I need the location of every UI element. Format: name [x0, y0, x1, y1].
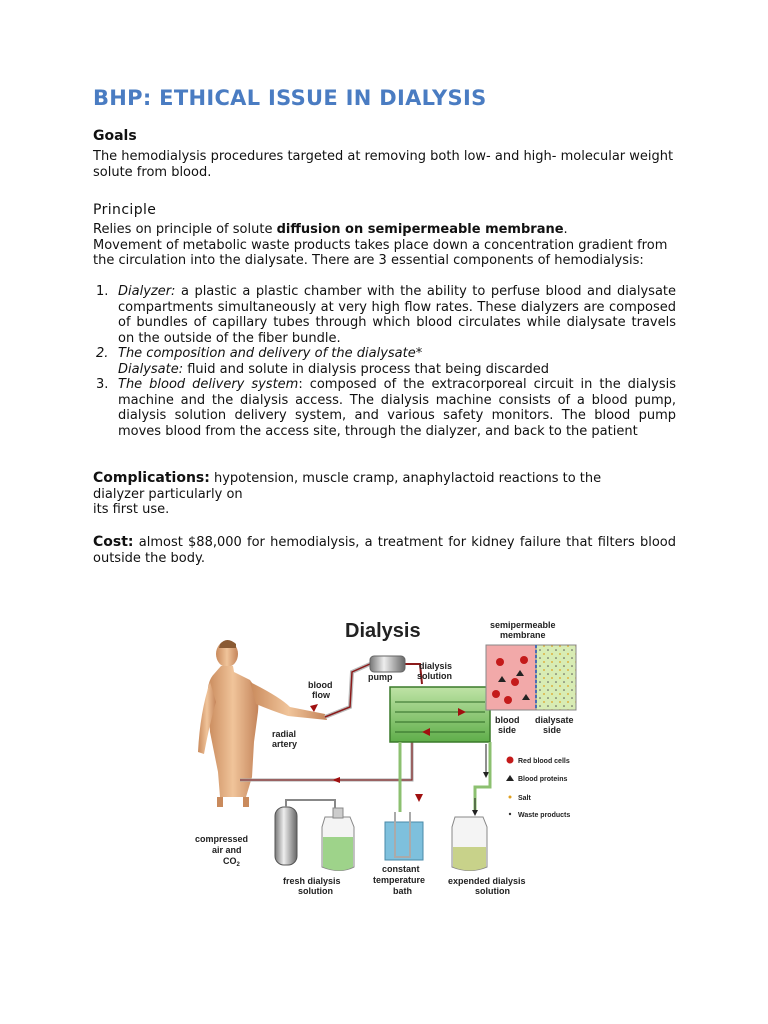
label-radial: radial — [272, 729, 297, 739]
principle-intro-bold: diffusion on semipermeable membrane — [276, 222, 564, 237]
cost-text: almost $88,000 for hemodialysis, a treatment for kidney failure that filters blood outside the body. — [93, 535, 676, 566]
list-item-term: Dialyzer: — [118, 284, 176, 299]
list-item — [96, 346, 676, 377]
list-item-subterm: Dialysate: — [118, 361, 184, 377]
label-bath: bath — [393, 886, 412, 896]
label-artery: artery — [272, 739, 298, 749]
label-fresh-2: solution — [298, 886, 333, 896]
temperature-bath — [385, 812, 423, 860]
principle-intro — [93, 222, 676, 269]
list-item — [96, 284, 676, 346]
label-temperature: temperature — [373, 875, 426, 885]
fresh-dialysis-bottle — [322, 808, 354, 871]
list-item-subtext: fluid and solute in dialysis process that being discarded — [183, 361, 549, 377]
legend-waste: Waste products — [518, 812, 571, 819]
list-item-text: : composed of the extracorporeal circuit in the dialysis machine and the dialysis access. The dialysis machine consists of a blood pump, dialysis solution delivery system, and various safety monitors. The blood pump moves blood from the access site, through the dialyzer, and back to the patient — [118, 377, 676, 439]
label-compressed: compressed — [195, 834, 249, 844]
figure-legend — [506, 757, 570, 820]
principle-intro-post: . — [563, 222, 568, 237]
label-dialysate-side-2: side — [543, 725, 562, 735]
complications-text-2: dialyzer particularly on — [93, 486, 243, 502]
legend-salt: Salt — [518, 795, 531, 802]
label-expended-1: expended dialysis — [448, 876, 526, 886]
pump — [370, 656, 405, 672]
label-co2-text: CO — [223, 856, 237, 866]
label-solution: solution — [417, 671, 452, 681]
cost-paragraph — [93, 535, 676, 566]
label-co2 — [223, 856, 241, 868]
list-number: 3. — [96, 377, 109, 392]
complications-paragraph — [93, 471, 676, 518]
label-blood-flow-2: flow — [312, 690, 330, 700]
dialysis-diagram — [190, 612, 590, 902]
patient-figure — [198, 640, 327, 807]
label-co2-sub: 2 — [236, 862, 240, 868]
dialyzer — [390, 687, 490, 742]
complications-text: hypotension, muscle cramp, anaphylactoid reactions to the — [209, 471, 602, 486]
dialysate-side-panel — [536, 645, 576, 710]
principle-heading: Principle — [93, 202, 157, 218]
legend-rbc: Red blood cells — [518, 758, 570, 765]
expended-dialysis-bottle — [452, 817, 487, 871]
legend-protein-icon — [506, 775, 514, 781]
list-number: 1. — [96, 284, 109, 299]
label-blood-flow-1: blood — [308, 680, 333, 690]
label-semipermeable: semipermeable — [490, 620, 556, 630]
label-membrane: membrane — [500, 630, 546, 640]
principle-intro-rest: Movement of metabolic waste products takes place down a concentration gradient from the circulation into the dialysate. There are 3 essential components of hemodialysis: — [93, 237, 668, 268]
list-item-term: The composition and delivery of the dialysate* — [118, 346, 423, 361]
complications-label: Complications: — [93, 470, 210, 486]
list-item-term: The blood delivery system — [118, 377, 299, 392]
list-item — [96, 377, 676, 439]
list-number: 2. — [96, 346, 109, 361]
label-dialysis: dialysis — [419, 661, 453, 671]
compressed-air-tank — [275, 807, 297, 865]
legend-salt-icon — [509, 796, 512, 799]
label-fresh-1: fresh dialysis — [283, 876, 341, 886]
label-dialysate-side-1: dialysate — [535, 715, 574, 725]
list-item-text: a plastic a plastic chamber with the ability to perfuse blood and dialysate compartments simultaneously at very high flow rates. These dialyzers are composed of bundles of capillary tubes through which blood circulates while dialysate travels on the outside of the fiber bundle. — [118, 284, 676, 346]
label-air-and: air and — [212, 845, 242, 855]
goals-text: The hemodialysis procedures targeted at removing both low- and high- molecular weight solute from blood. — [93, 149, 674, 180]
legend-protein: Blood proteins — [518, 776, 568, 783]
label-expended-2: solution — [475, 886, 510, 896]
legend-rbc-icon — [507, 757, 514, 764]
principle-intro-pre: Relies on principle of solute — [93, 222, 277, 237]
label-blood-side-1: blood — [495, 715, 520, 725]
legend-waste-icon — [509, 813, 511, 815]
page-title: BHP: ETHICAL ISSUE IN DIALYSIS — [93, 86, 487, 110]
goals-heading: Goals — [93, 128, 137, 144]
figure-title: Dialysis — [345, 620, 421, 642]
label-pump: pump — [368, 672, 393, 682]
label-blood-side-2: side — [498, 725, 517, 735]
complications-text-3: its first use. — [93, 502, 170, 517]
cost-label: Cost: — [93, 534, 134, 550]
label-constant: constant — [382, 864, 420, 874]
blood-return-tube — [240, 742, 412, 780]
